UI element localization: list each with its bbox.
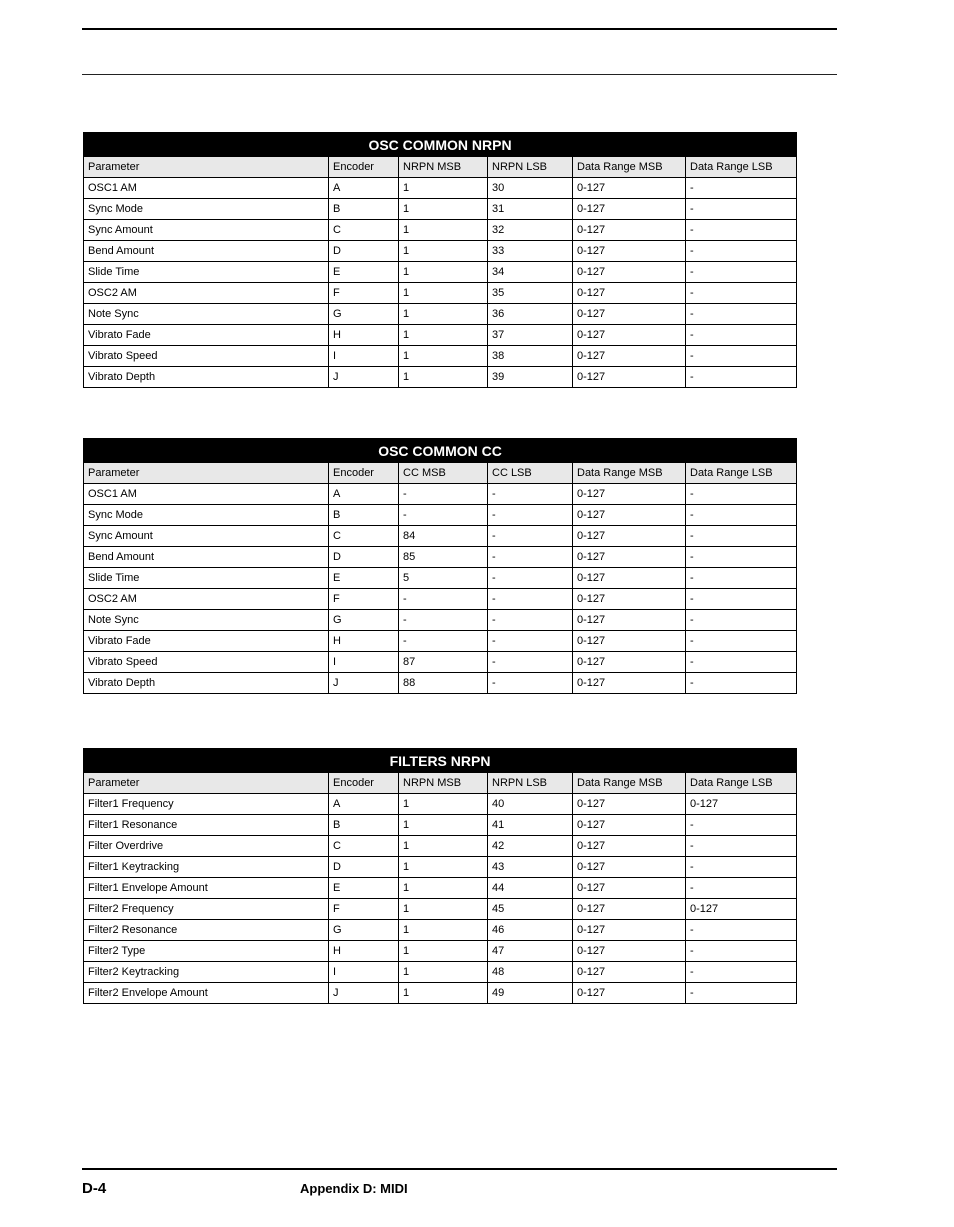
table-cell: 34 [488, 262, 573, 283]
filters-nrpn-table [83, 748, 797, 1004]
table-cell: Vibrato Fade [84, 325, 329, 346]
table-cell: 0-127 [573, 547, 686, 568]
table-row [84, 589, 797, 610]
table-title: OSC COMMON NRPN [84, 133, 797, 157]
table-cell: 35 [488, 283, 573, 304]
table-cell: 1 [399, 220, 488, 241]
table-cell: - [399, 589, 488, 610]
table-cell: 0-127 [573, 526, 686, 547]
table-cell: 1 [399, 304, 488, 325]
table-cell: 0-127 [573, 304, 686, 325]
table-cell: 36 [488, 304, 573, 325]
table-cell: 87 [399, 652, 488, 673]
table-cell: 0-127 [573, 899, 686, 920]
table-cell: - [488, 526, 573, 547]
table-cell: - [686, 304, 797, 325]
table-cell: - [686, 346, 797, 367]
table-cell: 43 [488, 857, 573, 878]
table-cell: OSC1 AM [84, 178, 329, 199]
table-cell: 41 [488, 815, 573, 836]
table-cell: Filter1 Keytracking [84, 857, 329, 878]
table-cell: 0-127 [573, 325, 686, 346]
table-row [84, 962, 797, 983]
column-header: Encoder [329, 773, 399, 794]
table-cell: 0-127 [573, 673, 686, 694]
table-cell: 1 [399, 346, 488, 367]
header-rule-bottom [82, 74, 837, 75]
table-cell: OSC2 AM [84, 283, 329, 304]
table-cell: - [686, 983, 797, 1004]
table-row [84, 283, 797, 304]
column-header: NRPN LSB [488, 157, 573, 178]
table-header-row [84, 463, 797, 484]
table-row [84, 836, 797, 857]
table-cell: - [686, 325, 797, 346]
table-cell: - [686, 241, 797, 262]
table-cell: - [686, 568, 797, 589]
table-cell: 0-127 [573, 878, 686, 899]
table-cell: Vibrato Depth [84, 673, 329, 694]
table-row [84, 367, 797, 388]
table-cell: C [329, 220, 399, 241]
table-cell: - [686, 878, 797, 899]
table-row [84, 178, 797, 199]
column-header: CC LSB [488, 463, 573, 484]
column-header: Data Range MSB [573, 157, 686, 178]
table-row [84, 878, 797, 899]
table-cell: 1 [399, 857, 488, 878]
table-cell: 0-127 [573, 857, 686, 878]
table-cell: - [686, 857, 797, 878]
table-cell: Vibrato Speed [84, 346, 329, 367]
table-cell: G [329, 304, 399, 325]
table-cell: H [329, 941, 399, 962]
column-header: Encoder [329, 463, 399, 484]
filters-nrpn-table-wrap [83, 748, 796, 1004]
table-cell: 32 [488, 220, 573, 241]
table-cell: 39 [488, 367, 573, 388]
table-row [84, 526, 797, 547]
table-cell: G [329, 610, 399, 631]
table-title: FILTERS NRPN [84, 749, 797, 773]
table-cell: B [329, 199, 399, 220]
table-cell: Vibrato Depth [84, 367, 329, 388]
table-cell: 0-127 [573, 220, 686, 241]
table-cell: F [329, 899, 399, 920]
table-cell: - [399, 631, 488, 652]
table-cell: - [399, 484, 488, 505]
column-header: CC MSB [399, 463, 488, 484]
table-row [84, 794, 797, 815]
table-cell: 0-127 [686, 899, 797, 920]
table-row [84, 325, 797, 346]
table-cell: 0-127 [573, 631, 686, 652]
table-cell: - [488, 505, 573, 526]
table-cell: 0-127 [573, 794, 686, 815]
table-cell: 0-127 [573, 367, 686, 388]
table-cell: 44 [488, 878, 573, 899]
column-header: NRPN LSB [488, 773, 573, 794]
header-rule-top [82, 28, 837, 30]
table-cell: 1 [399, 283, 488, 304]
table-cell: I [329, 346, 399, 367]
table-cell: 0-127 [573, 262, 686, 283]
table-cell: 0-127 [686, 794, 797, 815]
table-cell: - [686, 178, 797, 199]
table-cell: - [686, 962, 797, 983]
table-cell: 1 [399, 941, 488, 962]
table-cell: 0-127 [573, 346, 686, 367]
table-cell: 40 [488, 794, 573, 815]
column-header: Data Range MSB [573, 463, 686, 484]
table-row [84, 899, 797, 920]
table-cell: 0-127 [573, 962, 686, 983]
table-cell: Filter2 Frequency [84, 899, 329, 920]
table-row [84, 304, 797, 325]
table-cell: Bend Amount [84, 547, 329, 568]
table-cell: 1 [399, 178, 488, 199]
table-cell: 0-127 [573, 815, 686, 836]
table-cell: 0-127 [573, 484, 686, 505]
table-cell: - [686, 836, 797, 857]
table-cell: 85 [399, 547, 488, 568]
table-cell: - [488, 589, 573, 610]
table-cell: 1 [399, 815, 488, 836]
table-cell: 48 [488, 962, 573, 983]
table-row [84, 673, 797, 694]
table-cell: - [686, 652, 797, 673]
page-number: D-4 [82, 1180, 107, 1197]
column-header: Data Range LSB [686, 157, 797, 178]
table-cell: - [686, 505, 797, 526]
table-cell: D [329, 547, 399, 568]
table-cell: 1 [399, 899, 488, 920]
table-row [84, 610, 797, 631]
table-cell: 1 [399, 262, 488, 283]
table-cell: 0-127 [573, 283, 686, 304]
table-cell: 1 [399, 367, 488, 388]
table-cell: 1 [399, 325, 488, 346]
column-header: NRPN MSB [399, 773, 488, 794]
table-cell: 5 [399, 568, 488, 589]
table-cell: - [488, 547, 573, 568]
table-cell: 0-127 [573, 505, 686, 526]
table-cell: E [329, 568, 399, 589]
table-cell: Bend Amount [84, 241, 329, 262]
table-row [84, 568, 797, 589]
table-cell: - [686, 262, 797, 283]
table-cell: J [329, 983, 399, 1004]
table-row [84, 920, 797, 941]
table-cell: OSC1 AM [84, 484, 329, 505]
table-cell: G [329, 920, 399, 941]
table-cell: I [329, 652, 399, 673]
table-cell: - [686, 547, 797, 568]
column-header: NRPN MSB [399, 157, 488, 178]
column-header: Parameter [84, 463, 329, 484]
table-cell: Sync Amount [84, 526, 329, 547]
table-cell: I [329, 962, 399, 983]
table-cell: C [329, 526, 399, 547]
table-cell: D [329, 857, 399, 878]
table-header-row [84, 157, 797, 178]
table-cell: 1 [399, 962, 488, 983]
table-cell: 1 [399, 241, 488, 262]
table-row [84, 941, 797, 962]
table-cell: 33 [488, 241, 573, 262]
table-cell: E [329, 878, 399, 899]
table-cell: 1 [399, 920, 488, 941]
table-cell: Slide Time [84, 262, 329, 283]
table-cell: A [329, 794, 399, 815]
table-row [84, 857, 797, 878]
table-cell: - [686, 673, 797, 694]
table-cell: 88 [399, 673, 488, 694]
table-cell: - [488, 652, 573, 673]
table-cell: 0-127 [573, 199, 686, 220]
table-cell: - [686, 631, 797, 652]
table-cell: Sync Amount [84, 220, 329, 241]
table-cell: A [329, 484, 399, 505]
table-cell: 1 [399, 794, 488, 815]
table-row [84, 547, 797, 568]
table-cell: - [686, 610, 797, 631]
column-header: Encoder [329, 157, 399, 178]
column-header: Data Range MSB [573, 773, 686, 794]
table-cell: - [399, 610, 488, 631]
column-header: Data Range LSB [686, 463, 797, 484]
table-cell: 46 [488, 920, 573, 941]
table-cell: E [329, 262, 399, 283]
table-cell: J [329, 367, 399, 388]
table-cell: 0-127 [573, 652, 686, 673]
table-cell: - [686, 941, 797, 962]
table-cell: 0-127 [573, 610, 686, 631]
table-cell: - [488, 568, 573, 589]
section-title: Appendix D: MIDI [300, 1181, 408, 1196]
table-row [84, 484, 797, 505]
table-cell: Sync Mode [84, 505, 329, 526]
table-cell: 1 [399, 836, 488, 857]
table-cell: Filter2 Envelope Amount [84, 983, 329, 1004]
osc-common-cc-table-wrap [83, 438, 796, 694]
table-cell: 47 [488, 941, 573, 962]
table-cell: 0-127 [573, 920, 686, 941]
table-cell: - [488, 673, 573, 694]
table-cell: F [329, 589, 399, 610]
table-cell: - [686, 220, 797, 241]
table-cell: H [329, 325, 399, 346]
table-cell: A [329, 178, 399, 199]
table-row [84, 241, 797, 262]
table-cell: C [329, 836, 399, 857]
table-cell: 1 [399, 983, 488, 1004]
table-cell: F [329, 283, 399, 304]
table-cell: Filter Overdrive [84, 836, 329, 857]
table-cell: 38 [488, 346, 573, 367]
table-cell: 0-127 [573, 568, 686, 589]
table-cell: - [399, 505, 488, 526]
table-cell: Vibrato Fade [84, 631, 329, 652]
table-cell: 0-127 [573, 836, 686, 857]
table-cell: 0-127 [573, 941, 686, 962]
footer-rule [82, 1168, 837, 1170]
table-cell: 0-127 [573, 178, 686, 199]
table-cell: Slide Time [84, 568, 329, 589]
table-cell: B [329, 505, 399, 526]
column-header: Parameter [84, 157, 329, 178]
table-row [84, 220, 797, 241]
table-cell: 30 [488, 178, 573, 199]
table-row [84, 815, 797, 836]
table-cell: - [686, 589, 797, 610]
table-cell: - [686, 367, 797, 388]
table-title: OSC COMMON CC [84, 439, 797, 463]
table-cell: 45 [488, 899, 573, 920]
table-cell: - [686, 815, 797, 836]
table-cell: 31 [488, 199, 573, 220]
table-cell: Filter1 Envelope Amount [84, 878, 329, 899]
table-cell: OSC2 AM [84, 589, 329, 610]
table-cell: 1 [399, 878, 488, 899]
table-cell: 84 [399, 526, 488, 547]
table-row [84, 262, 797, 283]
table-cell: B [329, 815, 399, 836]
table-cell: Note Sync [84, 610, 329, 631]
table-row [84, 505, 797, 526]
table-header-row [84, 773, 797, 794]
column-header: Parameter [84, 773, 329, 794]
table-cell: 0-127 [573, 983, 686, 1004]
osc-common-nrpn-table-wrap [83, 132, 796, 388]
table-cell: 0-127 [573, 589, 686, 610]
table-row [84, 631, 797, 652]
table-cell: - [686, 283, 797, 304]
table-cell: 37 [488, 325, 573, 346]
table-row [84, 983, 797, 1004]
table-cell: 0-127 [573, 241, 686, 262]
table-cell: - [488, 484, 573, 505]
table-cell: 42 [488, 836, 573, 857]
table-cell: - [686, 920, 797, 941]
table-cell: - [488, 631, 573, 652]
table-cell: Filter2 Resonance [84, 920, 329, 941]
table-cell: J [329, 673, 399, 694]
table-cell: - [488, 610, 573, 631]
table-cell: D [329, 241, 399, 262]
table-cell: Sync Mode [84, 199, 329, 220]
table-cell: - [686, 526, 797, 547]
table-cell: Filter2 Keytracking [84, 962, 329, 983]
table-cell: - [686, 484, 797, 505]
column-header: Data Range LSB [686, 773, 797, 794]
table-row [84, 346, 797, 367]
table-cell: H [329, 631, 399, 652]
table-cell: 1 [399, 199, 488, 220]
table-cell: 49 [488, 983, 573, 1004]
table-row [84, 652, 797, 673]
table-cell: Filter1 Resonance [84, 815, 329, 836]
table-cell: - [686, 199, 797, 220]
osc-common-cc-table [83, 438, 797, 694]
table-row [84, 199, 797, 220]
table-cell: Filter1 Frequency [84, 794, 329, 815]
osc-common-nrpn-table [83, 132, 797, 388]
table-cell: Filter2 Type [84, 941, 329, 962]
table-cell: Vibrato Speed [84, 652, 329, 673]
table-cell: Note Sync [84, 304, 329, 325]
